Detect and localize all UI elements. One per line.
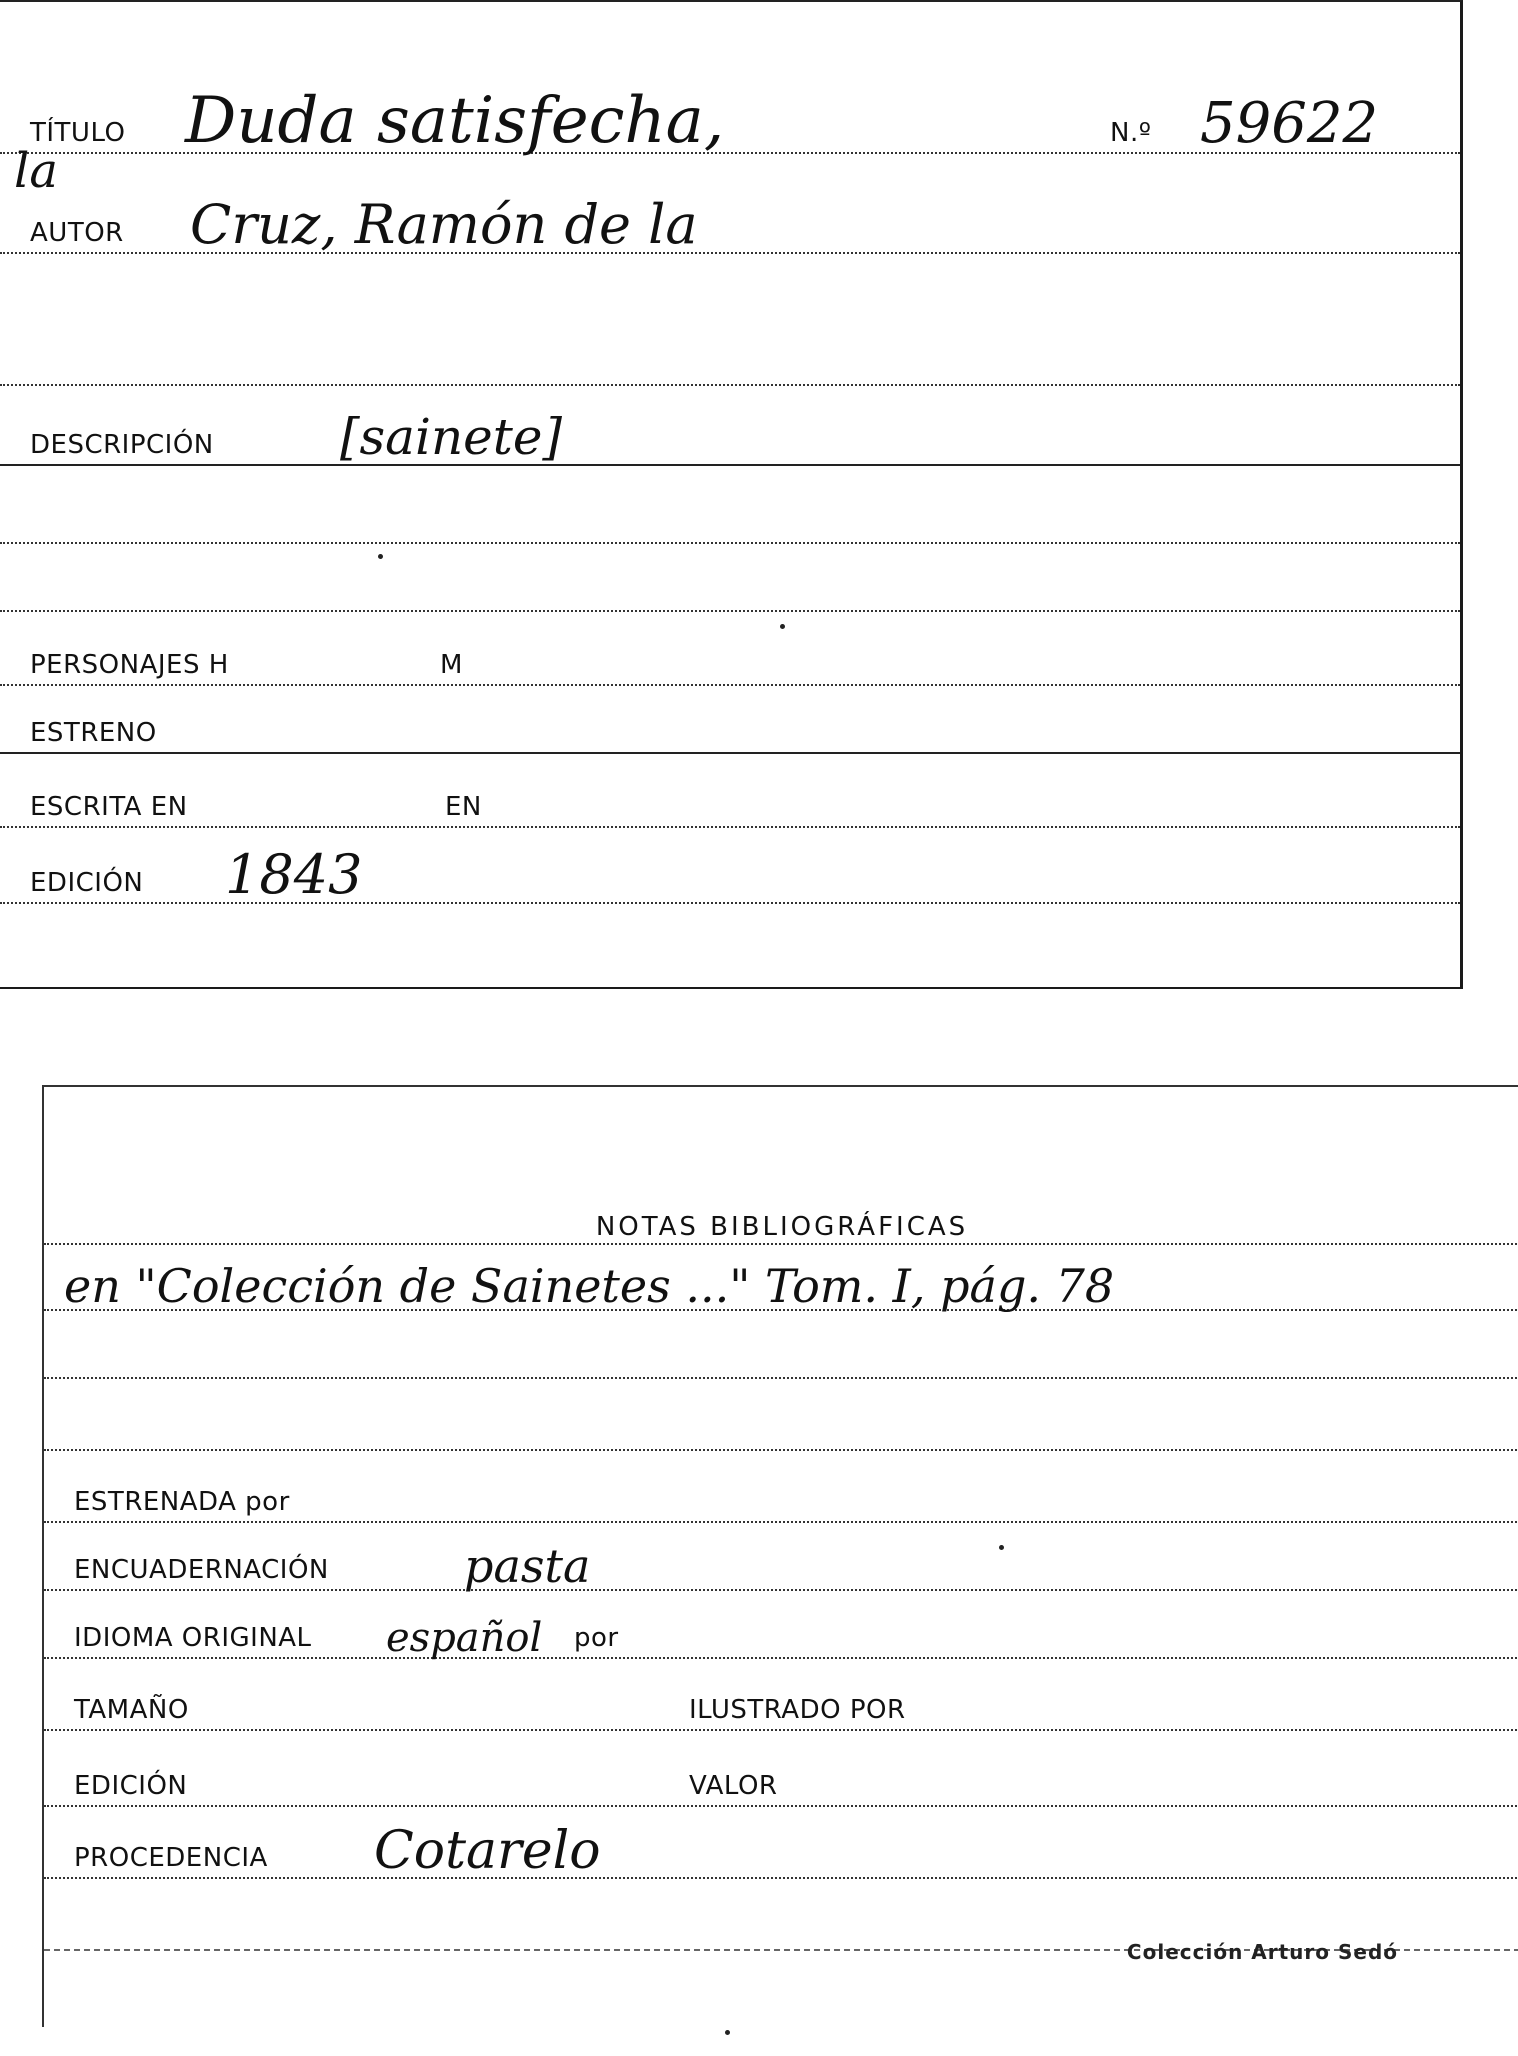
escrita-row [0,758,1460,828]
numero-value: 59622 [1200,91,1379,156]
ink-speck [999,1545,1004,1550]
escrita-label: ESCRITA EN [30,792,188,822]
tamano-row [44,1663,1518,1731]
titulo-continuation-row [0,143,1460,256]
estrenada-label: ESTRENADA por [74,1487,290,1517]
edicion-label: EDICIÓN [30,868,144,898]
personajes-row [0,614,1460,686]
ilustrado-label: ILUSTRADO POR [689,1695,906,1725]
estreno-row [0,690,1460,754]
autor-label: AUTOR [30,218,124,248]
ink-speck [780,624,785,629]
descripcion-row [0,394,1460,466]
titulo-continuation: la [14,143,58,199]
idioma-value: español [386,1615,543,1661]
edicion-value: 1843 [225,843,363,906]
estreno-label: ESTRENO [30,718,157,748]
blank-row-1 [0,312,1460,386]
valor-label: VALOR [689,1771,778,1801]
blank-row-4 [44,1315,1518,1379]
autor-value: Cruz, Ramón de la [190,193,698,256]
edicion-row [0,832,1460,904]
titulo-value: Duda satisfecha, [185,84,725,158]
blank-row-3 [0,550,1460,612]
blank-row-2 [0,472,1460,544]
catalog-card-back [42,1085,1518,2027]
descripcion-value: [sainete] [340,408,562,466]
encuadernacion-label: ENCUADERNACIÓN [74,1555,329,1585]
idioma-row [44,1595,1518,1659]
encuadernacion-value: pasta [464,1539,591,1593]
titulo-row [0,82,1460,158]
idioma-label: IDIOMA ORIGINAL [74,1623,312,1653]
personajes-label: PERSONAJES H [30,650,229,680]
idioma-por-label: por [574,1623,619,1653]
edicion-back-label: EDICIÓN [74,1771,188,1801]
procedencia-row [44,1811,1518,1879]
nota-value: en "Colección de Sainetes ..." Tom. I, pág. 78 [64,1259,1115,1313]
ink-speck [378,554,383,559]
procedencia-label: PROCEDENCIA [74,1843,268,1873]
blank-row-5 [44,1383,1518,1451]
edicion-back-row [44,1735,1518,1807]
descripcion-label: DESCRIPCIÓN [30,430,214,460]
ink-speck [725,2030,730,2035]
estrenada-row [44,1455,1518,1523]
escrita-en-label: EN [445,792,482,822]
notas-heading: NOTAS BIBLIOGRÁFICAS [595,1212,969,1242]
notas-heading-row [44,1167,1518,1245]
personajes-m-label: M [440,650,463,680]
encuadernacion-row [44,1527,1518,1591]
catalog-card-front [0,0,1463,989]
numero-label: N.º [1110,118,1152,148]
coleccion-stamp: Colección Arturo Sedó [1126,1940,1398,1964]
nota-row [44,1247,1518,1311]
tamano-label: TAMAÑO [74,1695,189,1725]
procedencia-value: Cotarelo [374,1821,601,1881]
titulo-label: TÍTULO [30,118,126,148]
